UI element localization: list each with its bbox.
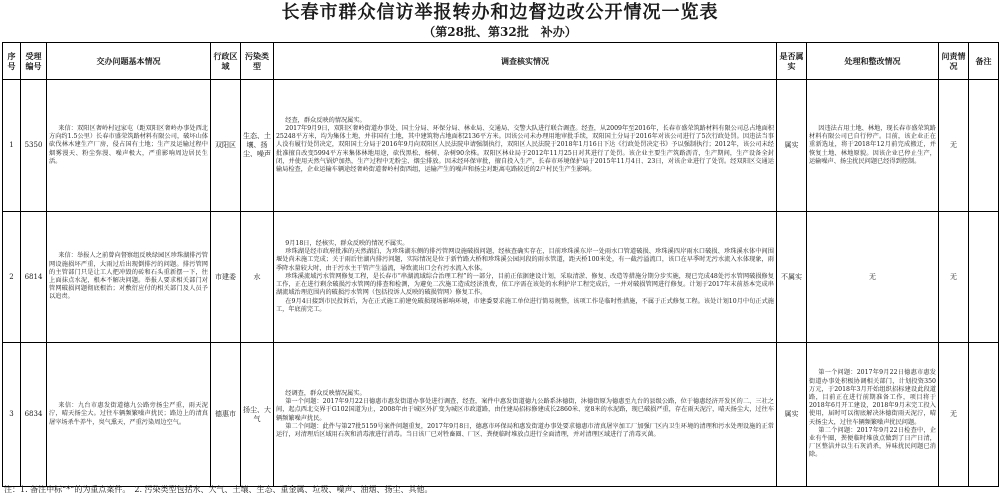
cell-pollution: 水 bbox=[241, 212, 274, 343]
cell-remarks bbox=[969, 212, 999, 343]
cell-region: 德惠市 bbox=[211, 343, 241, 487]
header-id: 受理编号 bbox=[21, 43, 47, 80]
cell-region: 双阳区 bbox=[211, 80, 241, 212]
cell-no: 1 bbox=[3, 80, 21, 212]
issue-text: 来信：双阳区奢岭村冠家屯（距双阳区奢岭办事处西北方向约1.5公里）长春市盛荣筑路材料有限公司，破坏山体砍伐林木建生产厂房，侵占国有土地；生产及运输过程中烟雾漫天、粉尘弥漫、噪声极大，严重影响周边居民生活。 bbox=[49, 124, 208, 165]
investigation-paragraph: 2017年9月9日，双阳区奢岭街道办事处、国土分局、环保分局、林业局、交通局、交警大队进行联合调查。经查，从2009年至2016年，长春市盛荣筑路材料有限公司总占地面积25248平方米，均为集体土地，并非国有土地，其中建筑物占地面积2136平方米。因该公司未办理用地审批手续，双阳国土分局于2016年对该公司进行了5次行政处罚。因违法当事人没有履行处罚决定，双阳国土分局于2016年9月向双阳区人民法院申请强制执行，双阳区人民法院于2018年1月16日下达《行政处罚决定书》予以强制执行；2012年，该公司未经批准擅自改变5994平方米集体林地用途，砍伐黑松、杨树、杂树90余株。双阳区林业局于2012年11月25日对其进行了处罚。该企业主要生产筑路沥青，生产期间，生产设备全封闭，并使用天然气锅炉加热，生产过程中无粉尘、烟尘排放。因未经环保审批，擅自投入生产，长春市环境保护局于2015年11月4日、23日，对该企业进行了处罚。经双阳区交通运输局检查，企业运输车辆途经奢岭街道奢岭村街西组，运输产生的噪声和扬尘对距离屯路较近的2户村民生产生影响。 bbox=[276, 124, 774, 173]
cell-issue bbox=[47, 80, 211, 212]
cell-remarks bbox=[969, 343, 999, 487]
table-row bbox=[3, 80, 999, 212]
cell-investigation bbox=[274, 212, 777, 343]
footnote: 注：1. 备注中标“*”的为重点案件。 2. 污染类型包括水、大气、土壤、生态、重金属、垃圾、噪声、油烟、扬尘、其他。 bbox=[4, 485, 433, 494]
cell-region: 市建委 bbox=[211, 212, 241, 343]
cell-handling: 无 bbox=[807, 212, 939, 343]
investigation-paragraph: 9月18日，经核实，群众反映的情况不属实。 bbox=[285, 240, 409, 248]
cell-no: 3 bbox=[3, 343, 21, 487]
table-row bbox=[3, 343, 999, 487]
cell-issue bbox=[47, 212, 211, 343]
cell-accountability: 无 bbox=[939, 212, 969, 343]
header-issue: 交办问题基本情况 bbox=[47, 43, 211, 80]
cell-pollution: 扬尘、大气 bbox=[241, 343, 274, 487]
cell-verified: 不属实 bbox=[777, 212, 807, 343]
handling-paragraph: 第二个问题：2017年9月22日检查中，企业有牛圈，粪便临时堆放点做到了日产日清，厂区整洁并以生石灰消杀，异味扰民问题已消除。 bbox=[809, 426, 936, 459]
investigation-paragraph: 珍珠溪流域污水管网修复工程，是长春市“串湖流域综合治理工程”的一部分，目前正依据建设计划，采取清淤、修复、改造等措施分期分步实施，现已完成48处污水管网破损修复工作，正在进行剩余破损污水管网的排查和检测，为避免二次施工造成经济浪费，依工序需在该处的水利护岸工程完成后，一并对破损管网进行修复。计划于2017年末前基本完成串湖流域治理范围内的破损污水管网（包括投诉人反映的破损管网）修复工作。 bbox=[276, 272, 774, 297]
table-header-row bbox=[3, 43, 999, 80]
page-subtitle: （第28批、第32批 补办） bbox=[423, 25, 577, 39]
header-remarks: 备注 bbox=[969, 43, 999, 80]
issue-text: 来信：九台市惠发街道德九公路旁扬尘严重，雨天泥泞，晴天扬尘大。过往车辆频繁噪声扰民；路边上的清真屠宰场杀牛养牛，臭气熏天，严重污染周边空气。 bbox=[49, 402, 208, 426]
header-handling: 处理和整改情况 bbox=[807, 43, 939, 80]
cell-remarks bbox=[969, 80, 999, 212]
cell-handling bbox=[807, 80, 939, 212]
cell-id: 5350 bbox=[21, 80, 47, 212]
investigation-paragraph: 珍珠湖是经市政府批准的天然湖泊，为珍珠湖东侧的排污管网设施破损问题，经核查确实存在，目前珍珠溪东岸一处雨水口管道破损、珍珠溪四岸雨水口破损、珍珠溪水体中间围堰处尚未施工完成；关于雨后往湖内排污问题，实际情况是位于新竹路大桥和珍珠溪公园河段的雨水管道，距天桥100米处，有一截污溢流口，该口在早季时无污水流入水体现象，雨季降水量较大时，由于污水主干管产生溢流，导致流出口会有污水流入水体。 bbox=[276, 248, 774, 272]
cell-verified: 属实 bbox=[777, 80, 807, 212]
cell-verified: 属实 bbox=[777, 343, 807, 487]
investigation-paragraph: 第二个问题：此件与第27批5159号案件问题重复，2017年9月8日，德惠市环保局和惠发街道办事处要求德惠市清真屠宰加工厂加强厂区内卫生环境的清理和污水处理设施的正常运行，对清理后区域用石灰和消毒液进行消毒。当日该厂已对牲畜圈、厂区、粪便临时堆放点进行全面清理，并对清理区域进行了消毒灭菌。 bbox=[276, 422, 774, 438]
investigation-paragraph: 在9月4日接到市民投诉后，为在正式施工前建免破损现场影响环境，市建委要求施工单位进行简易规整，该项工作是临时性措施，不属于正式修复工程。该处计划10月中旬正式施工，年底前完工。 bbox=[276, 297, 774, 313]
handling-paragraph: 第一个问题：2017年9月22日德惠市惠发街道办事处积极协调相关部门，计划投资350万元，于2018年3月开始组织招标建设此段道路，目前正在进行前期准备工作，项目将于2018年6月开工建设，2018年9月末完工投入使用，届时可以彻底解决沐德街雨天泥泞，晴天扬尘大，过往车辆频繁噪声扰民问题。 bbox=[809, 369, 936, 426]
cell-no: 2 bbox=[3, 212, 21, 343]
cell-pollution: 生态、土壤、扬尘、噪声 bbox=[241, 80, 274, 212]
header-verified: 是否属实 bbox=[777, 43, 807, 80]
cell-accountability: 无 bbox=[939, 343, 969, 487]
header-accountability: 问责情况 bbox=[939, 43, 969, 80]
cell-accountability: 无 bbox=[939, 80, 969, 212]
cell-investigation bbox=[274, 80, 777, 212]
header-region: 行政区域 bbox=[211, 43, 241, 80]
investigation-paragraph: 经查，群众反映的情况属实。 bbox=[285, 116, 366, 124]
investigation-paragraph: 第一个问题：2017年9月22日德惠市惠发街道办事处进行调查，经查，案件中惠发街道德九公路系沐德街，沐德街原为德惠至九台的县级公路，位于德惠经济开发区的二、三社之间，起点西北交界于G102国道为止，2008年由于城区外扩变为城区市政道路，由住建局招标修建成长2860米、宽8米的水泥路，现已破损严重，存在雨天泥泞，晴天扬尘大，过往车辆频繁噪声扰民。 bbox=[276, 398, 774, 422]
cell-id: 6814 bbox=[21, 212, 47, 343]
cases-table bbox=[2, 42, 999, 487]
header-investigation: 调查核实情况 bbox=[274, 43, 777, 80]
cell-handling bbox=[807, 343, 939, 487]
handling-text: 因违法占用土地、林地，现长春市盛荣筑路材料有限公司已自行停产。目前，该企业正在重新选址，将于2018年12月前完成搬迁，并恢复土地、林地原貌。因该企业已停止生产，运输噪声、扬尘扰民问题已经得到控制。 bbox=[809, 124, 936, 165]
investigation-paragraph: 经调查，群众反映情况属实。 bbox=[285, 389, 366, 397]
cell-investigation bbox=[274, 343, 777, 487]
cell-issue bbox=[47, 343, 211, 487]
table-row bbox=[3, 212, 999, 343]
page-title: 长春市群众信访举报转办和边督边改公开情况一览表 bbox=[281, 2, 719, 23]
header-no: 序号 bbox=[3, 43, 21, 80]
issue-text: 来信：举报人之前曾向督察组反映绿园区珍珠湖排污管网设施损坏严重，大雨过后出现倒排污的问题。排污管网的主管部门只是让工人把冲毁的砖和石头重新摆一下，往上面抹点水泥，根本不解决问题。举报人要求相关部门对管网破损问题彻底根治；对敷衍应付的相关部门及人员予以追责。 bbox=[49, 252, 208, 301]
header-pollution: 污染类型 bbox=[241, 43, 274, 80]
cell-id: 6834 bbox=[21, 343, 47, 487]
